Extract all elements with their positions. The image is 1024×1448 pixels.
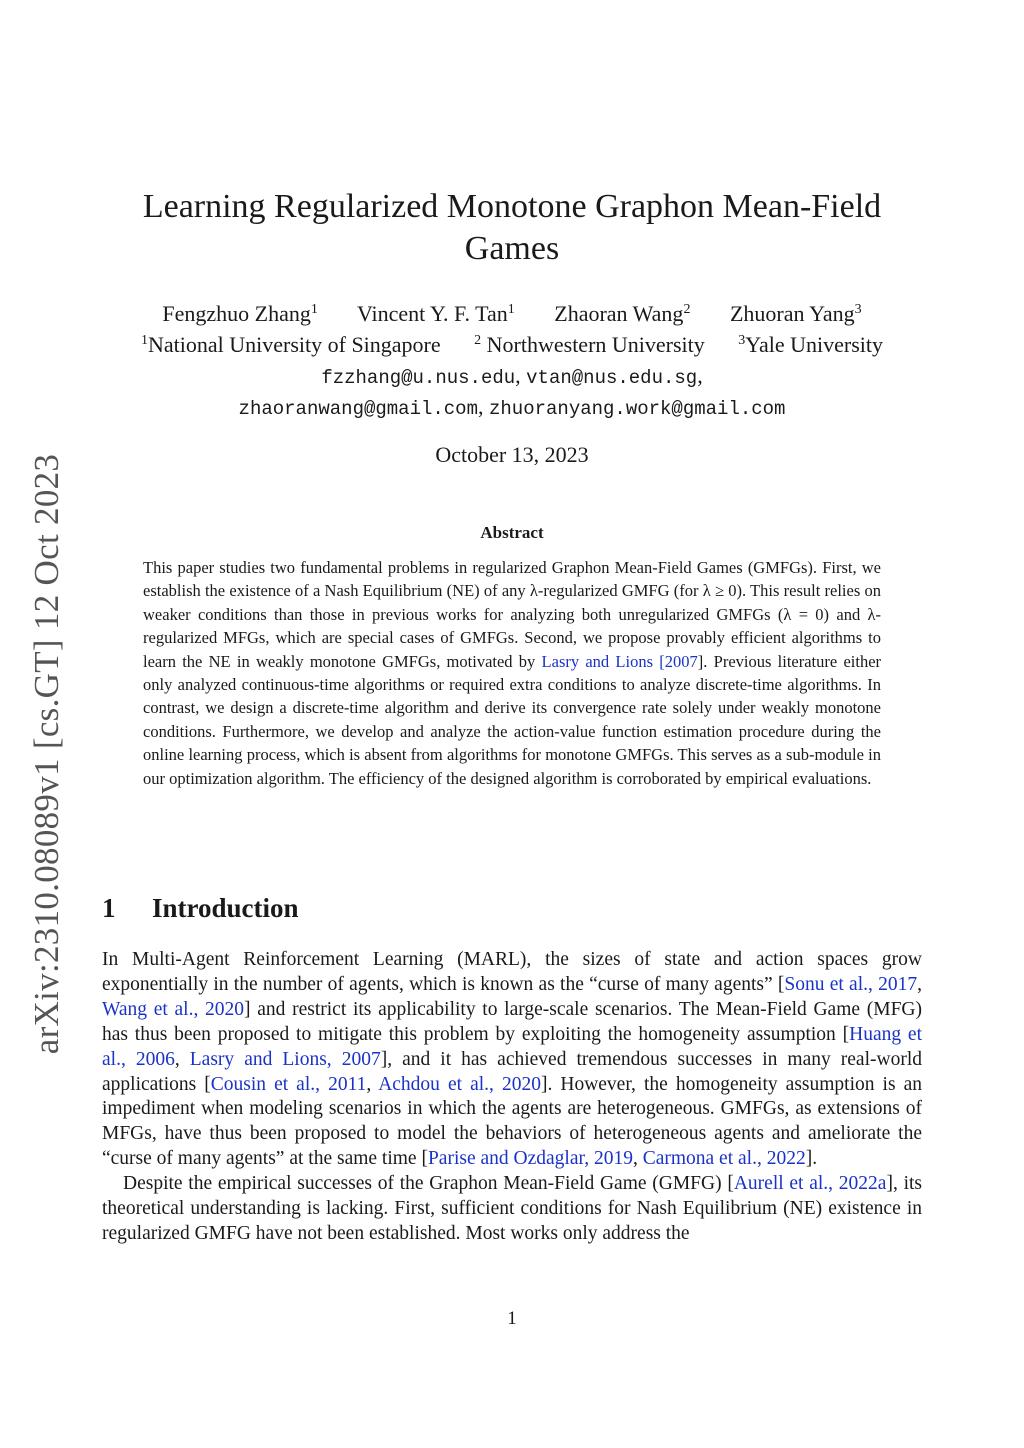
affiliation-name: Northwestern University bbox=[481, 332, 705, 357]
citation-link[interactable]: Carmona et al., 2022 bbox=[642, 1148, 806, 1170]
author-email[interactable]: vtan@nus.edu.sg bbox=[526, 367, 698, 389]
affiliations bbox=[0, 329, 1024, 360]
abstract-heading: Abstract bbox=[480, 523, 544, 542]
affiliation-mark: 3 bbox=[738, 333, 746, 348]
section-heading bbox=[102, 893, 299, 924]
affiliation-mark: 2 bbox=[683, 302, 691, 317]
abstract-text: This paper studies two fundamental problems in regularized Graphon Mean-Field Games (GMFGs). First, we establish the existence of a Nash Equilibrium (NE) of any λ-regularized GMFG (for λ ≥ 0). This result relies on weaker conditions than those in previous works for analyzing both unregularized GMFGs (λ = 0) and λ-regularized MFGs, which are special cases of GMFGs. Second, we propose provably efficient algorithms to learn the NE in weakly monotone GMFGs, motivated by Lasry and Lions [2007]. Previous literature either only analyzed continuous-time algorithms or required extra conditions to analyze discrete-time algorithms. In contrast, we design a discrete-time algorithm and derive its convergence rate solely under weakly monotone conditions. Furthermore, we develop and analyze the action-value function estimation procedure during the online learning process, which is absent from algorithms for monotone GMFGs. This serves as a sub-module in our optimization algorithm. The efficiency of the designed algorithm is corroborated by empirical evaluations. bbox=[143, 558, 882, 788]
affiliation-mark: 1 bbox=[310, 302, 318, 317]
paragraph: In Multi-Agent Reinforcement Learning (MARL), the sizes of state and action spaces grow exponentially in the number of agents, which is known as the “curse of many agents” [Sonu et al., 2017, Wang et al., 2020] and restrict its applicability to large-scale scenarios. The Mean-Field Game (MFG) has thus been proposed to mitigate this problem by exploiting the homogeneity assumption [Huang et al., 2006, Lasry and Lions, 2007], and it has achieved tremendous successes in many real-world applications [Cousin et al., 2011, Achdou et al., 2020]. However, the homogeneity assumption is an impediment when modeling scenarios in which the agents are heterogeneous. GMFGs, as extensions of MFGs, have thus been proposed to model the behaviors of heterogeneous agents and ameliorate the “curse of many agents” at the same time [Parise and Ozdaglar, 2019, Carmona et al., 2022]. bbox=[102, 949, 923, 1170]
author-email[interactable]: zhuoranyang.work@gmail.com bbox=[489, 398, 786, 420]
author-name: Vincent Y. F. Tan bbox=[356, 301, 508, 326]
citation-link[interactable]: Parise and Ozdaglar, 2019 bbox=[427, 1148, 633, 1170]
author-email[interactable]: zhaoranwang@gmail.com bbox=[238, 398, 478, 420]
author-name: Zhaoran Wang bbox=[554, 301, 684, 326]
affiliation-mark: 1 bbox=[507, 302, 515, 317]
citation-link[interactable]: Aurell et al., 2022a bbox=[733, 1173, 887, 1195]
body-text bbox=[102, 948, 922, 1247]
section-title: Introduction bbox=[152, 893, 299, 923]
citation-link[interactable]: Lasry and Lions, 2007 bbox=[189, 1048, 381, 1070]
citation-link[interactable]: Lasry and Lions [2007 bbox=[541, 651, 698, 671]
author-name: Fengzhuo Zhang bbox=[162, 301, 311, 326]
arxiv-sidebar-stamp bbox=[18, 455, 76, 1053]
citation-link[interactable]: Huang et al., 2006 bbox=[102, 1023, 922, 1070]
author-names bbox=[0, 298, 1024, 329]
citation-link[interactable]: Wang et al., 2020 bbox=[102, 998, 245, 1020]
author-block bbox=[0, 298, 1024, 422]
paragraph: Despite the empirical successes of the Graphon Mean-Field Game (GMFG) [Aurell et al., 2022a], its theoretical understanding is lacking. First, sufficient conditions for Nash Equilibrium (NE) existence in regularized GMFG have not been established. Most works only address the bbox=[102, 1173, 922, 1244]
citation-link[interactable]: Sonu et al., 2017 bbox=[784, 973, 918, 995]
page-number: 1 bbox=[507, 1308, 517, 1329]
author-name: Zhuoran Yang bbox=[729, 301, 855, 326]
affiliation-name: National University of Singapore bbox=[147, 332, 441, 357]
citation-link[interactable]: Achdou et al., 2020 bbox=[378, 1073, 541, 1095]
affiliation-mark: 3 bbox=[854, 302, 862, 317]
section-number: 1 bbox=[102, 893, 116, 923]
affiliation-name: Yale University bbox=[745, 332, 883, 357]
affiliation-mark: 1 bbox=[140, 333, 148, 348]
email-row-1: fzzhang@u.nus.edu, vtan@nus.edu.sg, bbox=[321, 363, 703, 389]
citation-link[interactable]: Cousin et al., 2011 bbox=[210, 1073, 367, 1095]
publication-date: October 13, 2023 bbox=[435, 442, 589, 467]
arxiv-identifier: arXiv:2310.08089v1 [cs.GT] 12 Oct 2023 bbox=[27, 453, 67, 1055]
email-row-2: zhaoranwang@gmail.com, zhuoranyang.work@gmail.com bbox=[238, 394, 786, 420]
author-email[interactable]: fzzhang@u.nus.edu bbox=[321, 367, 516, 389]
paper-title: Learning Regularized Monotone Graphon Mean-Field Games bbox=[142, 188, 882, 267]
affiliation-mark: 2 bbox=[474, 333, 482, 348]
